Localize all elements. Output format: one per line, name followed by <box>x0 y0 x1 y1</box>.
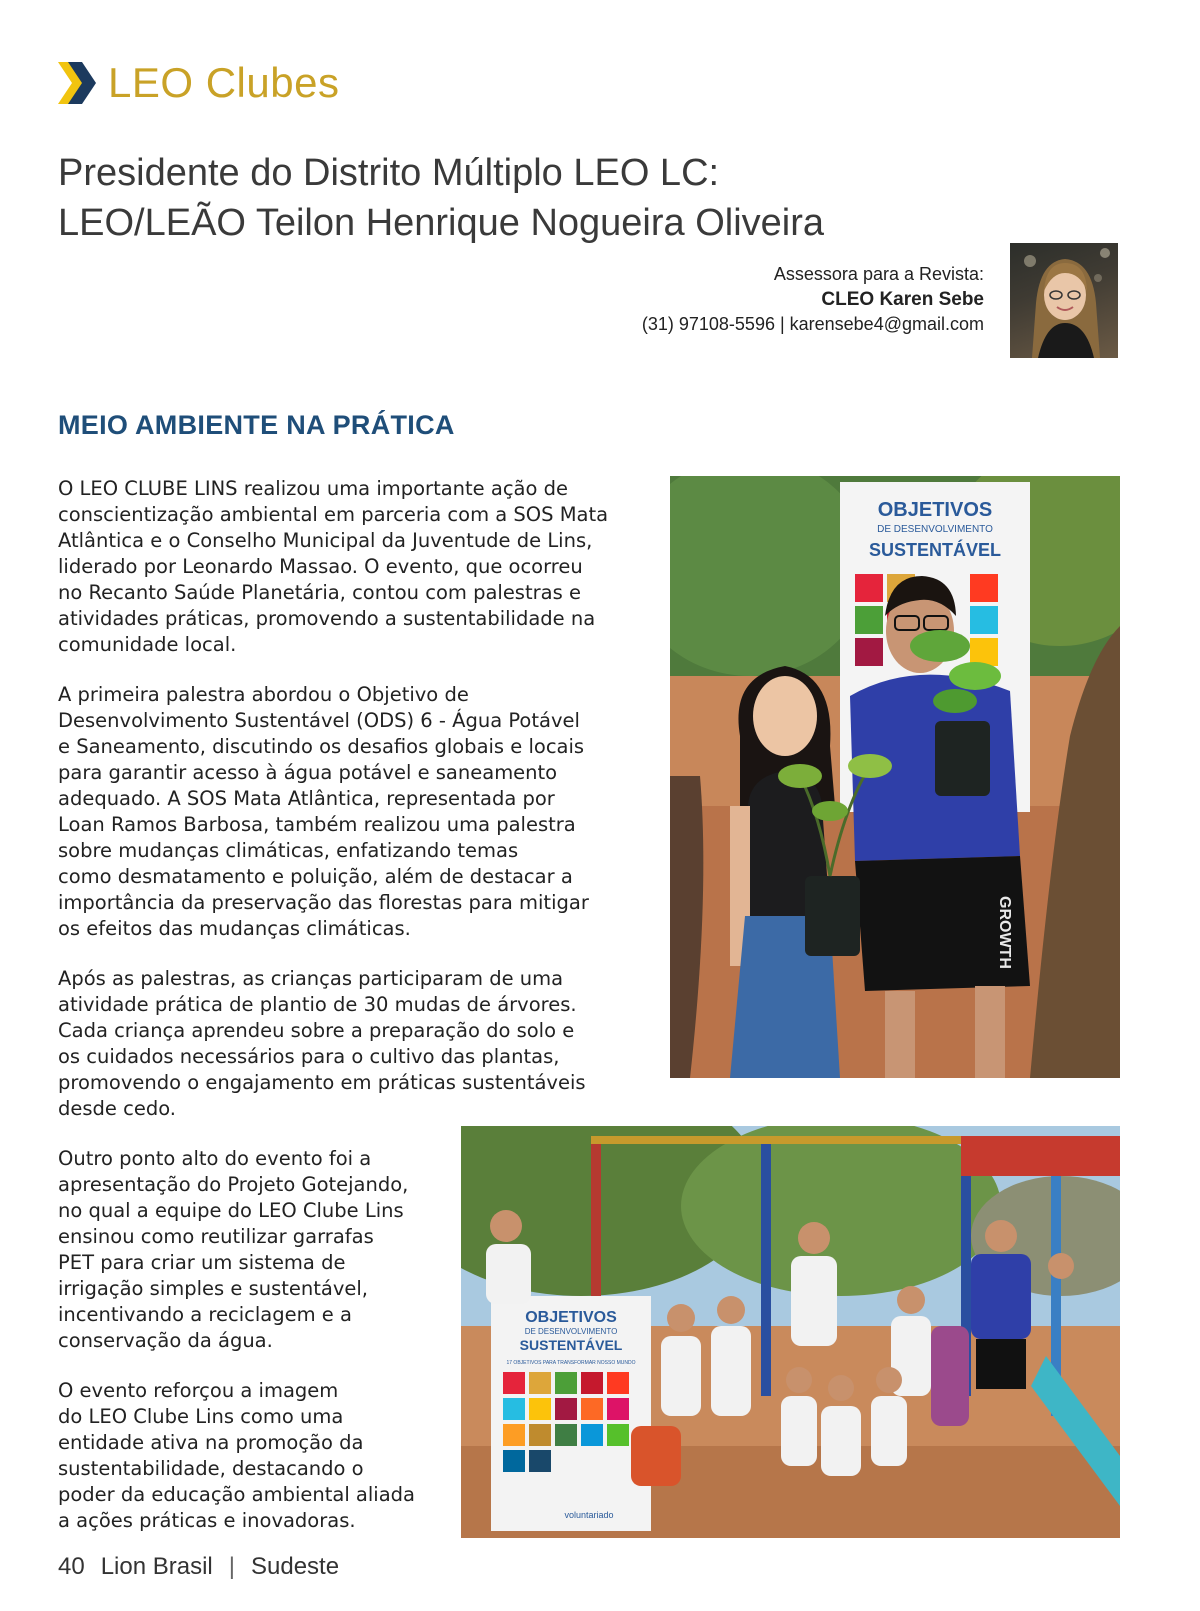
banner-subtitle: DE DESENVOLVIMENTO <box>877 524 993 535</box>
title-line-2: LEO/LEÃO Teilon Henrique Nogueira Oliveira <box>58 202 825 244</box>
article-paragraph-3: Após as palestras, as crianças participaram de uma atividade prática de plantio de 30 mudas de árvores. Cada criança aprendeu sobre a preparação do solo e os cuidados necessários para o cultivo das plantas, promovendo o engajamento em práticas sustentáveis desde cedo. <box>58 967 586 1120</box>
banner-caption: 17 OBJETIVOS PARA TRANSFORMAR NOSSO MUNDO <box>506 1360 636 1366</box>
banner-logo-text: voluntariado <box>564 1510 614 1520</box>
banner-title-2: SUSTENTÁVEL <box>868 540 1002 560</box>
banner-title: OBJETIVOS <box>877 499 993 521</box>
page-title <box>58 148 1158 248</box>
photo-group-children <box>461 1126 1120 1538</box>
article-heading: MEIO AMBIENTE NA PRÁTICA <box>58 410 455 440</box>
section-title: LEO Clubes <box>108 59 340 106</box>
publication-name: Lion Brasil <box>100 1553 213 1580</box>
banner-title-2: SUSTENTÁVEL <box>519 1337 623 1353</box>
title-line-1: Presidente do Distrito Múltiplo LEO LC: <box>58 152 720 194</box>
advisor-label: Assessora para a Revista: <box>773 264 984 284</box>
banner-title: OBJETIVOS <box>525 1309 617 1326</box>
shirt-text: GROWTH <box>996 896 1013 969</box>
footer-separator: | <box>228 1553 235 1580</box>
article-paragraph-4: Outro ponto alto do evento foi a apresentação do Projeto Gotejando, no qual a equipe do LEO Clube Lins ensinou como reutilizar garrafas PET para criar um sistema de irrigação simples e sustentável, incentivando a reciclagem e a conservação da água. <box>58 1147 409 1352</box>
page-number: 40 <box>58 1553 85 1580</box>
article-paragraph-5: O evento reforçou a imagem do LEO Clube Lins como uma entidade ativa na promoção da sustentabilidade, destacando o poder da educação ambiental aliada a ações práticas e inovadoras. <box>58 1379 415 1532</box>
region-name: Sudeste <box>251 1553 340 1580</box>
section-header <box>56 58 339 108</box>
advisor-info <box>642 262 984 337</box>
chevron-icon <box>56 60 100 106</box>
advisor-name: CLEO Karen Sebe <box>821 289 984 310</box>
article-paragraph-1: O LEO CLUBE LINS realizou uma importante ação de conscientização ambiental em parceria com a SOS Mata Atlântica e o Conselho Municipal da Juventude de Lins, liderado por Leonardo Massao. O evento, que ocorreu no Recanto Saúde Planetária, contou com palestras e atividades práticas, promovendo a sustentabilidade na comunidade local. <box>58 477 609 656</box>
photo-tree-planting <box>670 476 1120 1078</box>
page-footer <box>58 1553 339 1581</box>
article-paragraph-2: A primeira palestra abordou o Objetivo de Desenvolvimento Sustentável (ODS) 6 - Água Potável e Saneamento, discutindo os desafios globais e locais para garantir acesso à água potável e saneamento adequado. A SOS Mata Atlântica, representada por Loan Ramos Barbosa, também realizou uma palestra sobre mudanças climáticas, enfatizando temas como desmatamento e poluição, além de destacar a importância da preservação das florestas para mitigar os efeitos das mudanças climáticas. <box>58 683 589 940</box>
banner-subtitle: DE DESENVOLVIMENTO <box>524 1327 618 1336</box>
advisor-contact: (31) 97108-5596 | karensebe4@gmail.com <box>641 314 984 334</box>
advisor-photo <box>1010 243 1118 358</box>
